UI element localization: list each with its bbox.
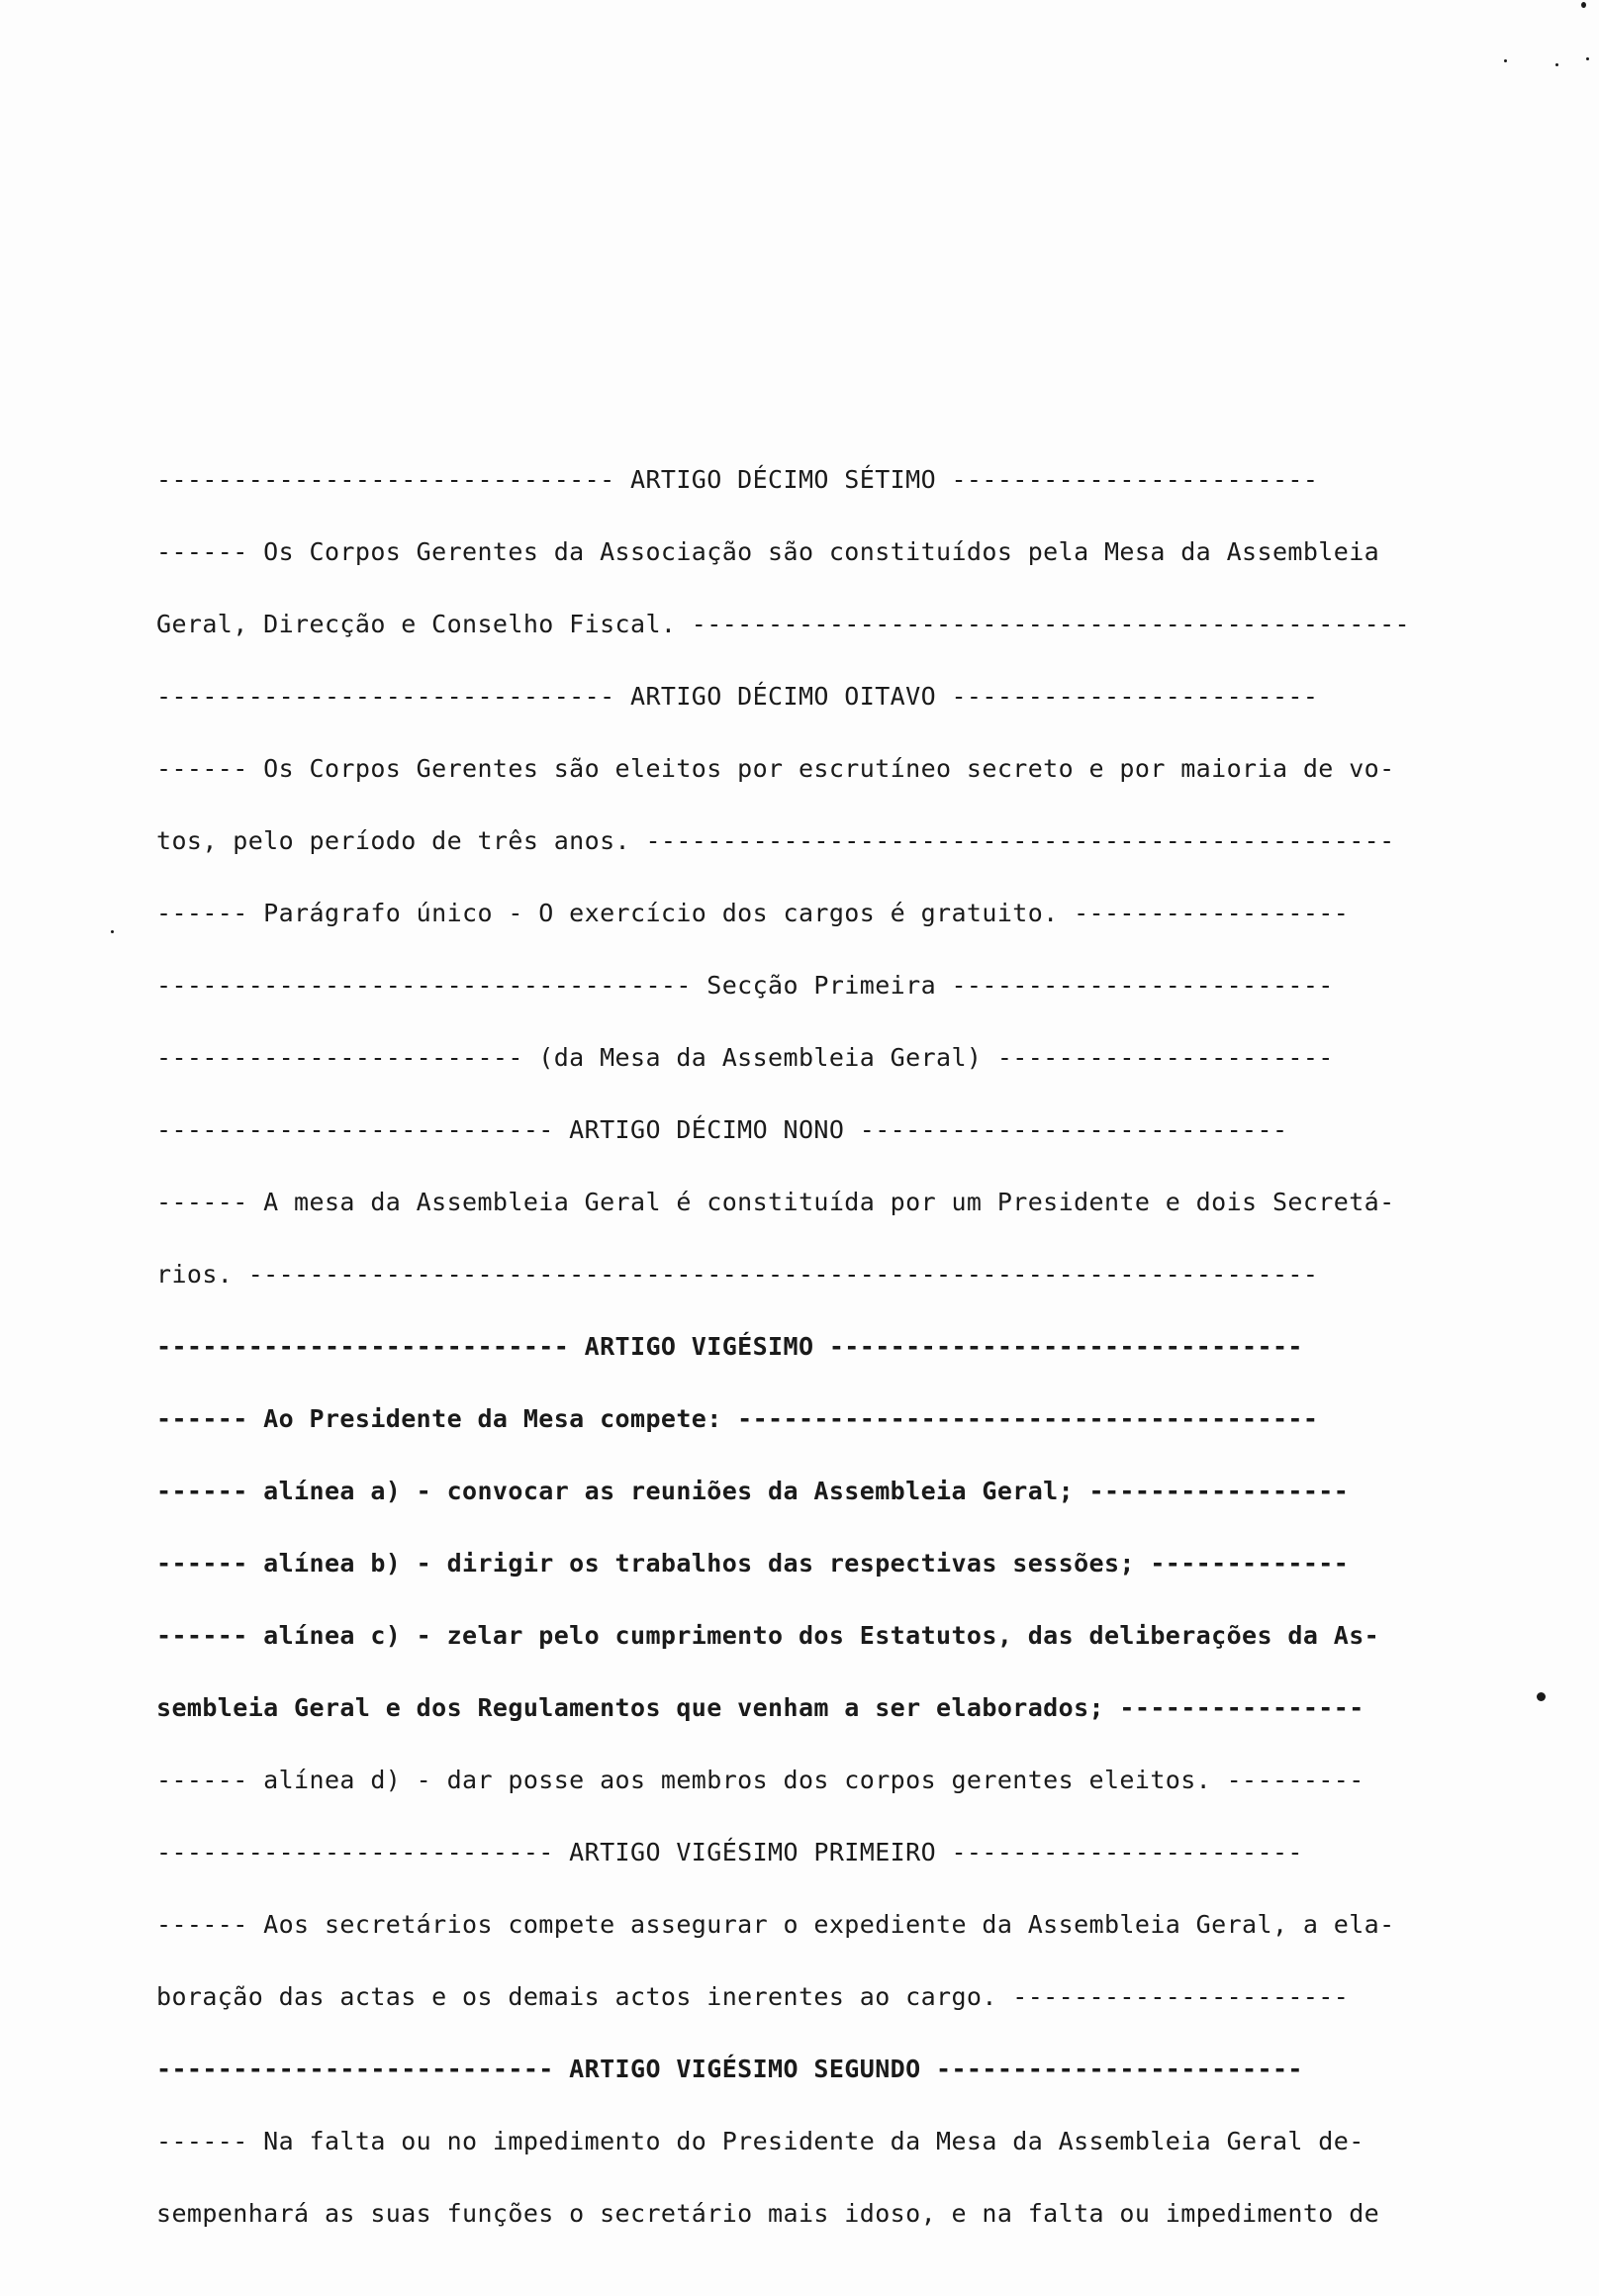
paragraph-line: ------ Os Corpos Gerentes da Associação são constituídos pela Mesa da Assembleia bbox=[156, 537, 1380, 566]
subheading-mesa-assembleia: ------------------------ (da Mesa da Assembleia Geral) ---------------------- bbox=[156, 1043, 1334, 1072]
paragraph-line: sempenhará as suas funções o secretário mais idoso, e na falta ou impedimento de bbox=[156, 2199, 1380, 2228]
heading-artigo-vigesimo-segundo: -------------------------- ARTIGO VIGÉSIMO SEGUNDO ------------------------ bbox=[156, 2055, 1303, 2083]
heading-artigo-decimo-nono: -------------------------- ARTIGO DÉCIMO NONO ---------------------------- bbox=[156, 1115, 1288, 1144]
scan-speck bbox=[1586, 57, 1589, 60]
paragraph-line: ------ alínea b) - dirigir os trabalhos das respectivas sessões; ------------- bbox=[156, 1549, 1350, 1578]
paragraph-line: ------ Aos secretários compete assegurar o expediente da Assembleia Geral, a ela- bbox=[156, 1910, 1395, 1939]
paragraph-line: ------ alínea d) - dar posse aos membros dos corpos gerentes eleitos. --------- bbox=[156, 1766, 1364, 1794]
paragraph-line: ------ Ao Presidente da Mesa compete: -------------------------------------- bbox=[156, 1404, 1319, 1433]
document-body bbox=[156, 443, 1477, 2249]
paragraph-line: ------ A mesa da Assembleia Geral é constituída por um Presidente e dois Secretá- bbox=[156, 1188, 1395, 1216]
scan-speck bbox=[1581, 2, 1586, 8]
heading-seccao-primeira: ----------------------------------- Secção Primeira ------------------------- bbox=[156, 971, 1334, 1000]
paragraph-line: ------ Parágrafo único - O exercício dos cargos é gratuito. ------------------ bbox=[156, 899, 1350, 927]
paragraph-line: boração das actas e os demais actos inerentes ao cargo. ---------------------- bbox=[156, 1982, 1350, 2011]
paragraph-line: ------ alínea a) - convocar as reuniões da Assembleia Geral; ----------------- bbox=[156, 1477, 1350, 1505]
scan-speck bbox=[1504, 59, 1507, 62]
heading-artigo-decimo-setimo: ------------------------------ ARTIGO DÉCIMO SÉTIMO ------------------------ bbox=[156, 465, 1319, 494]
scan-speck bbox=[111, 930, 114, 933]
heading-artigo-vigesimo-primeiro: -------------------------- ARTIGO VIGÉSIMO PRIMEIRO ----------------------- bbox=[156, 1838, 1303, 1866]
heading-artigo-decimo-oitavo: ------------------------------ ARTIGO DÉCIMO OITAVO ------------------------ bbox=[156, 682, 1319, 711]
paragraph-line: ------ Na falta ou no impedimento do Presidente da Mesa da Assembleia Geral de- bbox=[156, 2127, 1364, 2155]
paragraph-line: Geral, Direcção e Conselho Fiscal. ----------------------------------------------- bbox=[156, 610, 1411, 638]
paragraph-line: sembleia Geral e dos Regulamentos que venham a ser elaborados; ---------------- bbox=[156, 1693, 1364, 1722]
paragraph-line: ------ Os Corpos Gerentes são eleitos por escrutíneo secreto e por maioria de vo- bbox=[156, 754, 1395, 783]
paragraph-line: rios. ---------------------------------------------------------------------- bbox=[156, 1260, 1319, 1289]
scan-speck bbox=[1555, 63, 1558, 66]
heading-artigo-vigesimo: --------------------------- ARTIGO VIGÉSIMO ------------------------------- bbox=[156, 1332, 1303, 1361]
paragraph-line: ------ alínea c) - zelar pelo cumprimento dos Estatutos, das deliberações da As- bbox=[156, 1621, 1380, 1650]
paragraph-line: tos, pelo período de três anos. ------------------------------------------------- bbox=[156, 826, 1395, 855]
scan-speck bbox=[1537, 1692, 1546, 1701]
